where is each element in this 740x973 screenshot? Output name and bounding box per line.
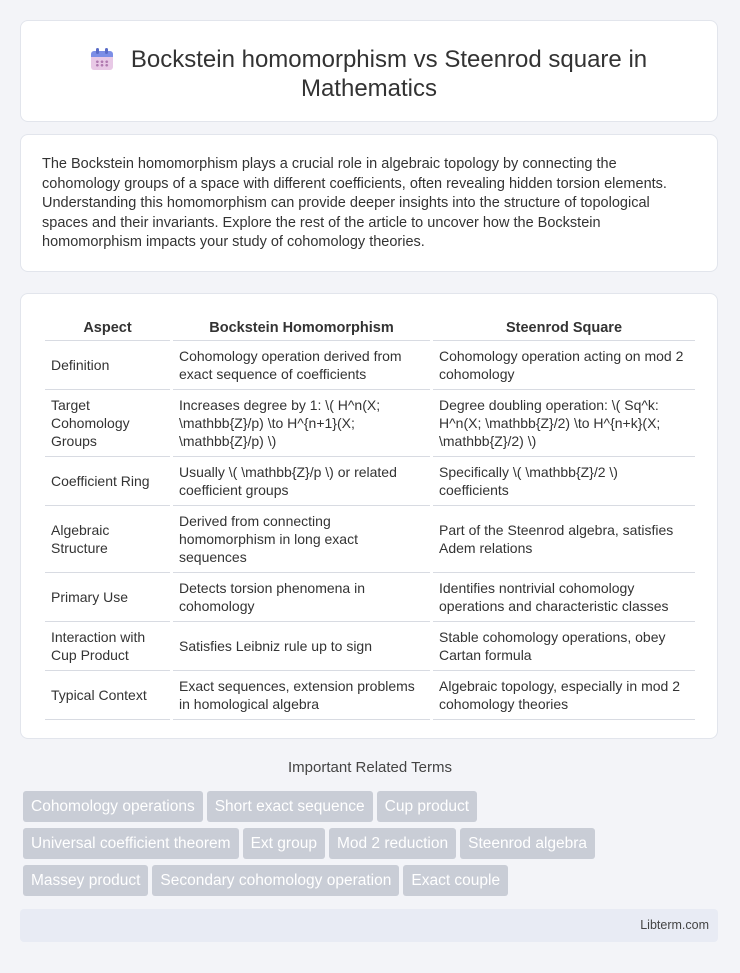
footer xyxy=(20,909,718,942)
header-steenrod: Steenrod Square xyxy=(433,314,695,341)
row-aspect: Algebraic Structure xyxy=(45,506,170,573)
related-terms xyxy=(23,791,723,902)
row-bockstein: Detects torsion phenomena in cohomology xyxy=(173,573,430,622)
row-bockstein: Exact sequences, extension problems in homological algebra xyxy=(173,671,430,720)
tag-row xyxy=(23,828,723,865)
row-steenrod: Specifically \( \mathbb{Z}/2 \) coefficients xyxy=(433,457,695,506)
row-aspect: Definition xyxy=(45,341,170,390)
row-bockstein: Usually \( \mathbb{Z}/p \) or related coefficient groups xyxy=(173,457,430,506)
row-bockstein: Cohomology operation derived from exact sequence of coefficients xyxy=(173,341,430,390)
row-bockstein: Derived from connecting homomorphism in long exact sequences xyxy=(173,506,430,573)
tag-row xyxy=(23,865,723,902)
row-aspect: Target Cohomology Groups xyxy=(45,390,170,457)
row-bockstein: Satisfies Leibniz rule up to sign xyxy=(173,622,430,671)
tag-cohomology-operations[interactable]: Cohomology operations xyxy=(23,791,203,822)
table-row xyxy=(45,573,695,622)
tag-ext-group[interactable]: Ext group xyxy=(243,828,325,859)
title-line-1: Bockstein homomorphism vs Steenrod square in xyxy=(130,46,648,73)
intro-card xyxy=(20,134,718,272)
comparison-card xyxy=(20,293,718,739)
title-line-2: Mathematics xyxy=(300,75,438,102)
row-aspect: Primary Use xyxy=(45,573,170,622)
related-terms-title: Important Related Terms xyxy=(288,759,452,776)
table-row xyxy=(45,506,695,573)
tag-cup-product[interactable]: Cup product xyxy=(377,791,477,822)
tag-massey-product[interactable]: Massey product xyxy=(23,865,148,896)
row-bockstein: Increases degree by 1: \( H^n(X; \mathbb{Z}/p) \to H^{n+1}(X; \mathbb{Z}/p) \) xyxy=(173,390,430,457)
tag-universal-coefficient-theorem[interactable]: Universal coefficient theorem xyxy=(23,828,239,859)
row-steenrod: Stable cohomology operations, obey Cartan formula xyxy=(433,622,695,671)
row-aspect: Coefficient Ring xyxy=(45,457,170,506)
table-row xyxy=(45,390,695,457)
row-steenrod: Degree doubling operation: \( Sq^k: H^n(X; \mathbb{Z}/2) \to H^{n+k}(X; \mathbb{Z}/2) \) xyxy=(433,390,695,457)
tag-mod-2-reduction[interactable]: Mod 2 reduction xyxy=(329,828,456,859)
table-row xyxy=(45,671,695,720)
tag-exact-couple[interactable]: Exact couple xyxy=(403,865,508,896)
tag-steenrod-algebra[interactable]: Steenrod algebra xyxy=(460,828,595,859)
row-aspect: Typical Context xyxy=(45,671,170,720)
intro-paragraph: The Bockstein homomorphism plays a crucial role in algebraic topology by connecting the cohomology groups of a space with different coefficients, often revealing hidden torsion elements. Understanding this homomorphism can provide deeper insights into the structure of topological spaces and their invariants. Explore the rest of the article to uncover how the Bockstein homomorphism impacts your study of cohomology theories. xyxy=(42,156,667,250)
row-steenrod: Identifies nontrivial cohomology operations and characteristic classes xyxy=(433,573,695,622)
page-title xyxy=(21,45,717,103)
row-steenrod: Part of the Steenrod algebra, satisfies Adem relations xyxy=(433,506,695,573)
row-steenrod: Algebraic topology, especially in mod 2 cohomology theories xyxy=(433,671,695,720)
table-row xyxy=(45,622,695,671)
header-bockstein: Bockstein Homomorphism xyxy=(173,314,430,341)
table-row xyxy=(45,457,695,506)
row-steenrod: Cohomology operation acting on mod 2 cohomology xyxy=(433,341,695,390)
table-row xyxy=(45,341,695,390)
table-header-row xyxy=(45,314,695,341)
tag-row xyxy=(23,791,723,828)
comparison-table xyxy=(42,314,698,720)
tag-secondary-cohomology-operation[interactable]: Secondary cohomology operation xyxy=(152,865,399,896)
row-aspect: Interaction with Cup Product xyxy=(45,622,170,671)
title-card xyxy=(20,20,718,122)
header-aspect: Aspect xyxy=(45,314,170,341)
tag-short-exact-sequence[interactable]: Short exact sequence xyxy=(207,791,373,822)
footer-site-link[interactable]: Libterm.com xyxy=(640,918,709,932)
calendar-icon xyxy=(91,48,113,70)
